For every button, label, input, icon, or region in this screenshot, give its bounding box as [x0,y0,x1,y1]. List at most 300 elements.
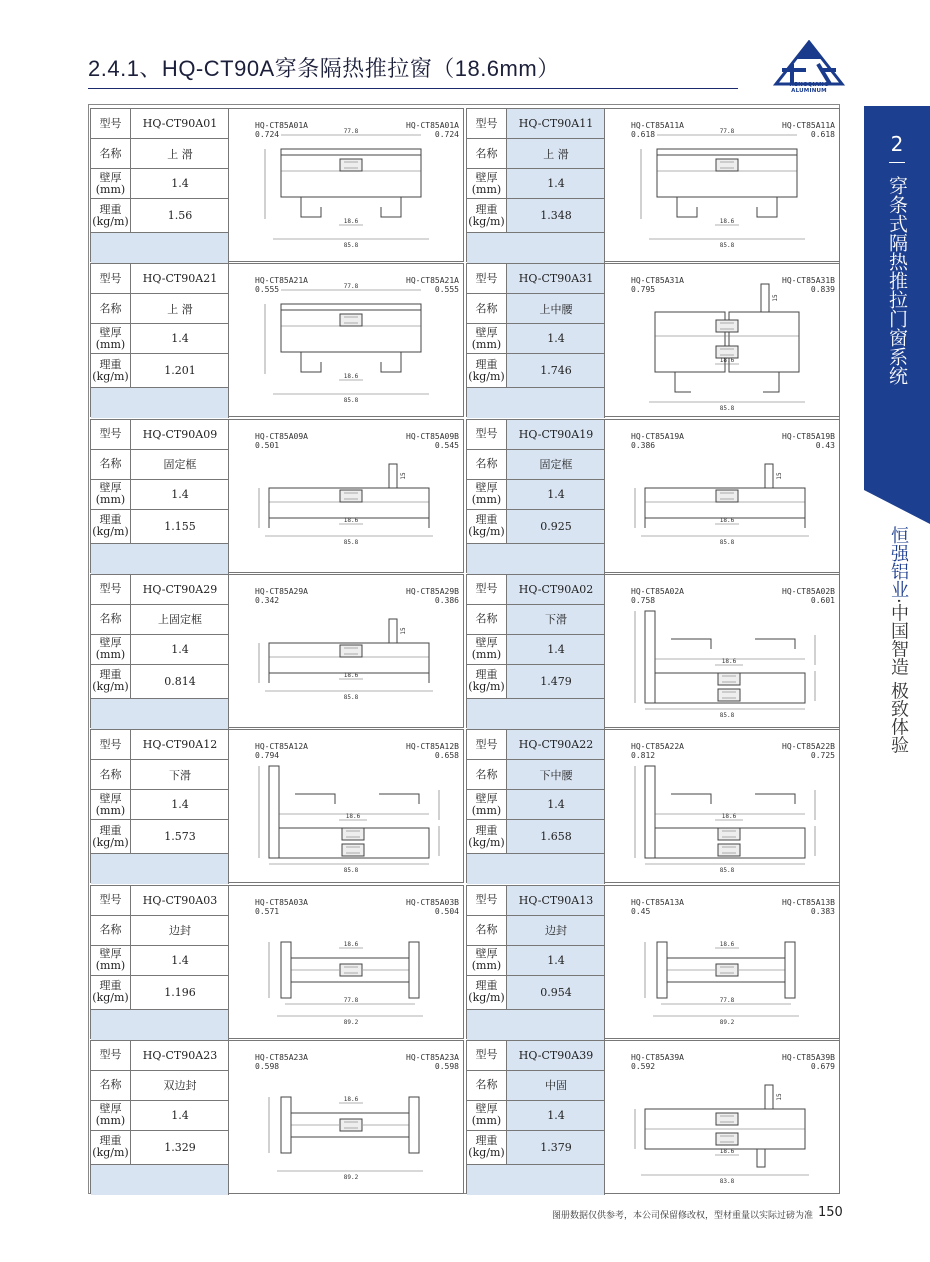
profile-fin [761,284,769,312]
dim-label-strip: 18.6 [343,373,359,381]
profile-card [466,419,840,573]
profile-wall-left [281,1097,291,1153]
spec-label-name: 名称 [91,450,131,479]
profile-hook-left [301,197,321,217]
page-number: 150 [818,1205,843,1220]
logo-text: HENGQIANG ALUMINUM [789,82,829,94]
dim-label-strip: 18.6 [719,516,735,524]
spec-label-weight: 理重 (kg/m) [91,510,131,543]
part-code-left: HQ-CT85A31A 0.795 [631,276,684,295]
spec-label-name: 名称 [467,139,507,168]
spec-table [91,1041,229,1195]
spec-value-weight: 1.658 [507,820,605,853]
part-code-right: HQ-CT85A03B 0.504 [406,897,459,916]
spec-row-thickness [91,635,229,665]
spec-label-thickness: 壁厚 (mm) [467,946,507,975]
spec-row-thickness [467,324,605,354]
thermal-strip [340,645,362,657]
spec-value-weight: 1.155 [164,519,196,533]
dim-label-total: 85.8 [343,538,359,546]
profile-card [90,1040,464,1194]
spec-table [467,730,605,884]
spec-label-thickness: 壁厚 (mm) [467,635,507,664]
spec-value-weight: 1.201 [164,364,196,378]
spec-value-name: 边封 [507,916,605,945]
spec-row-name [467,450,605,480]
spec-value-weight: 1.746 [507,354,605,387]
spec-footer-band [467,388,605,418]
chapter-title: 穿条式隔热推拉门窗系统 [886,176,908,385]
spec-row-thickness [467,635,605,665]
spec-label-model: 型号 [91,730,131,759]
thermal-strip [340,314,362,326]
spec-value-model: HQ-CT90A22 [507,730,605,759]
profile-card [90,419,464,573]
profile-drawing [229,730,465,884]
profile-drawing [605,730,841,884]
profile-hook-left [675,372,691,392]
profile-card [90,729,464,883]
part-code-right: HQ-CT85A13B 0.383 [782,897,835,916]
spec-label-model: 型号 [467,264,507,293]
spec-row-weight [91,199,229,233]
spec-value-model: HQ-CT90A13 [507,886,605,915]
profile-card [90,263,464,417]
spec-value-thickness: 1.4 [171,332,189,346]
dim-label-inner: 77.8 [343,996,359,1004]
spec-value-weight: 0.925 [507,510,605,543]
spec-label-thickness: 壁厚 (mm) [91,635,131,664]
spec-value-model: HQ-CT90A09 [142,427,218,441]
spec-value-weight: 1.479 [507,665,605,698]
part-code-right: HQ-CT85A01A 0.724 [406,121,459,139]
spec-label-weight: 理重 (kg/m) [467,510,507,543]
spec-row-thickness [91,790,229,820]
spec-row-thickness [467,790,605,820]
spec-label-name: 名称 [91,139,131,168]
spec-row-model [91,1041,229,1071]
spec-footer-band [91,1010,229,1040]
spec-row-weight [467,199,605,233]
dim-label-total: 89.2 [343,1018,359,1026]
profile-top-flange [281,304,421,310]
profile-fin-bottom [757,1149,765,1167]
dim-label-strip: 18.6 [721,657,737,665]
spec-footer-band [467,854,605,884]
profile-side-wall [645,611,655,703]
spec-row-weight [91,510,229,544]
part-code-right: HQ-CT85A23A 0.598 [406,1052,459,1071]
profile-drawing [605,575,841,729]
part-code-right: HQ-CT85A21A 0.555 [406,276,459,295]
spec-row-thickness [467,1101,605,1131]
spec-label-thickness: 壁厚 (mm) [91,169,131,198]
spec-footer-band [91,388,229,418]
spec-row-model [91,730,229,760]
dim-label-inner: 77.8 [719,996,735,1004]
brand-dot: · [888,598,909,604]
part-code-left: HQ-CT85A39A 0.592 [631,1052,684,1071]
profile-drawing [229,886,465,1040]
spec-label-name: 名称 [91,294,131,323]
spec-label-model: 型号 [467,1041,507,1070]
spec-row-model [91,264,229,294]
dim-label-top: 77.8 [343,283,359,291]
spec-table [467,886,605,1040]
part-code-left: HQ-CT85A11A 0.618 [631,121,684,139]
spec-row-thickness [91,1101,229,1131]
dim-label-total: 83.8 [719,1177,735,1185]
spec-label-thickness: 壁厚 (mm) [467,480,507,509]
profile-drawing [605,1041,841,1195]
part-code-right: HQ-CT85A02B 0.601 [782,586,835,605]
profile-drawing [229,264,465,418]
profile-wall-right [409,942,419,998]
chapter-number: 2 [890,132,904,156]
profile-fin-top [765,1085,773,1109]
thermal-strip [718,673,740,685]
spec-value-thickness: 1.4 [171,953,189,967]
part-code-left: HQ-CT85A19A 0.386 [631,431,684,450]
spec-row-model [467,575,605,605]
profile-drawing [229,575,465,729]
spec-label-thickness: 壁厚 (mm) [91,946,131,975]
dim-label-total: 85.8 [719,867,735,875]
profile-top-flange [657,149,797,155]
dim-label-strip: 18.6 [719,218,735,225]
dim-label-strip: 18.6 [343,1095,359,1103]
profile-wall-right [785,942,795,998]
dim-label-total: 85.8 [343,242,359,249]
spec-value-name: 上 滑 [167,302,193,316]
dim-label-total: 85.8 [719,711,735,719]
spec-row-model [467,1041,605,1071]
spec-label-thickness: 壁厚 (mm) [91,790,131,819]
spec-label-thickness: 壁厚 (mm) [467,790,507,819]
spec-value-thickness: 1.4 [507,1101,605,1130]
dim-label-strip: 18.6 [343,940,359,948]
spec-footer-band [467,544,605,574]
spec-table [91,575,229,729]
part-code-right: HQ-CT85A39B 0.679 [782,1052,835,1071]
spec-row-name [91,294,229,324]
spec-row-weight [91,820,229,854]
spec-row-weight [467,510,605,544]
profile-drawing [229,1041,465,1195]
spec-row-name [467,916,605,946]
dim-label-fin: 15 [400,471,407,480]
spec-label-model: 型号 [467,420,507,449]
spec-row-thickness [91,480,229,510]
spec-table [467,109,605,263]
spec-value-name: 双边封 [163,1079,197,1093]
profile-card [466,263,840,417]
profile-hook-left [677,197,697,217]
spec-row-thickness [467,169,605,199]
spec-label-name: 名称 [91,916,131,945]
spec-footer-band [91,699,229,729]
spec-row-weight [91,976,229,1010]
spec-table [467,264,605,418]
profile-hook-left [301,352,321,372]
profile-card [466,885,840,1039]
spec-value-name: 上中腰 [507,294,605,323]
dim-label-strip: 18.6 [343,218,359,225]
thermal-strip [342,844,364,856]
profile-fin [389,464,397,488]
spec-value-weight: 1.379 [507,1131,605,1164]
part-code-left: HQ-CT85A29A 0.342 [255,586,308,605]
thermal-strip [718,689,740,701]
spec-label-thickness: 壁厚 (mm) [467,169,507,198]
spec-value-weight: 1.329 [164,1140,196,1154]
profile-hook-right [381,197,401,217]
spec-label-model: 型号 [467,109,507,138]
spec-row-weight [91,354,229,388]
spec-value-weight: 1.348 [507,199,605,232]
spec-table [91,420,229,574]
spec-value-thickness: 1.4 [171,642,189,656]
spec-footer-band [467,233,605,263]
spec-value-thickness: 1.4 [171,177,189,190]
spec-value-model: HQ-CT90A29 [142,582,218,596]
part-code-left: HQ-CT85A23A 0.598 [255,1052,308,1071]
dim-label-total: 89.2 [343,1173,359,1181]
spec-label-model: 型号 [91,1041,131,1070]
spec-value-model: HQ-CT90A11 [507,109,605,138]
spec-label-weight: 理重 (kg/m) [467,354,507,387]
part-code-left: HQ-CT85A09A 0.501 [255,431,308,450]
spec-row-model [467,420,605,450]
spec-value-weight: 1.196 [164,985,196,999]
spec-value-name: 下滑 [507,605,605,634]
dim-label-total: 85.8 [719,538,735,546]
spec-value-thickness: 1.4 [507,169,605,198]
brand-slogan-text: 中国智造 极致体验 [888,603,909,754]
profile-card [90,574,464,728]
part-code-left: HQ-CT85A03A 0.571 [255,897,308,916]
spec-footer-band [91,233,229,263]
spec-value-model: HQ-CT90A02 [507,575,605,604]
thermal-strip [718,844,740,856]
profile-card [466,108,840,262]
spec-table [91,886,229,1040]
spec-table [467,1041,605,1195]
dim-label-fin: 15 [776,1093,783,1101]
spec-label-weight: 理重 (kg/m) [91,976,131,1009]
spec-label-name: 名称 [467,760,507,789]
profile-body-left [655,312,725,372]
spec-row-model [467,109,605,139]
thermal-strip [342,828,364,840]
profile-rails [295,794,419,804]
spec-row-name [91,450,229,480]
spec-row-name [467,139,605,169]
spec-row-name [91,605,229,635]
spec-label-name: 名称 [467,605,507,634]
dim-label-fin: 15 [776,471,783,480]
thermal-strip [716,159,738,171]
spec-row-weight [467,354,605,388]
dim-label-total: 85.8 [343,867,359,875]
profile-drawing [605,264,841,418]
profile-card [90,108,464,262]
spec-footer-band [467,1010,605,1040]
spec-value-model: HQ-CT90A31 [507,264,605,293]
spec-row-model [467,730,605,760]
profile-drawing [605,886,841,1040]
thermal-strip [340,964,362,976]
spec-value-model: HQ-CT90A03 [142,893,218,907]
spec-label-thickness: 壁厚 (mm) [467,1101,507,1130]
spec-footer-band [91,544,229,574]
part-code-left: HQ-CT85A21A 0.555 [255,276,308,295]
profile-hook-right [763,372,779,392]
spec-row-name [91,760,229,790]
spec-label-name: 名称 [467,1071,507,1100]
spec-row-name [91,1071,229,1101]
spec-row-model [91,420,229,450]
spec-row-model [91,109,229,139]
spec-table [467,575,605,729]
dim-label-strip: 18.6 [343,516,359,524]
spec-value-name: 固定框 [163,458,197,472]
spec-label-model: 型号 [91,575,131,604]
spec-value-name: 上 滑 [507,139,605,168]
spec-row-model [467,886,605,916]
part-code-right: HQ-CT85A09B 0.545 [406,431,459,450]
spec-label-weight: 理重 (kg/m) [91,1131,131,1164]
spec-row-weight [467,665,605,699]
spec-value-model: HQ-CT90A01 [142,117,218,130]
part-code-right: HQ-CT85A29B 0.386 [406,586,459,605]
spec-value-thickness: 1.4 [507,480,605,509]
dim-label-strip: 18.6 [719,357,735,365]
part-code-right: HQ-CT85A31B 0.839 [782,276,835,295]
profile-card [466,574,840,728]
spec-value-weight: 0.954 [507,976,605,1009]
profile-top-flange [281,149,421,155]
spec-table [91,730,229,884]
profile-wall-right [409,1097,419,1153]
dim-label-strip: 18.6 [721,813,737,821]
spec-label-weight: 理重 (kg/m) [467,820,507,853]
spec-value-weight: 1.573 [164,830,196,844]
profile-fin [765,464,773,488]
spec-label-model: 型号 [91,109,131,138]
spec-label-weight: 理重 (kg/m) [467,976,507,1009]
spec-value-model: HQ-CT90A21 [142,272,218,286]
chapter-divider [889,162,905,163]
spec-label-model: 型号 [467,886,507,915]
spec-footer-band [467,1165,605,1195]
spec-value-thickness: 1.4 [171,487,189,501]
profile-drawing [229,109,465,263]
spec-table [91,264,229,418]
spec-row-thickness [91,324,229,354]
thermal-strip [340,1119,362,1131]
spec-label-thickness: 壁厚 (mm) [91,480,131,509]
profile-wall-left [657,942,667,998]
dim-label-total: 85.8 [343,397,359,405]
thermal-strip [340,159,362,171]
spec-label-thickness: 壁厚 (mm) [91,1101,131,1130]
spec-table [467,420,605,574]
profile-fin [389,619,397,643]
thermal-strip [718,828,740,840]
spec-value-model: HQ-CT90A12 [142,738,218,752]
spec-row-thickness [467,480,605,510]
dim-label-fin: 15 [772,294,779,302]
profile-card [466,729,840,883]
profile-card [90,885,464,1039]
spec-label-model: 型号 [467,730,507,759]
thermal-strip [716,1133,738,1145]
thermal-strip [340,490,362,502]
spec-row-name [467,1071,605,1101]
spec-label-weight: 理重 (kg/m) [91,199,131,232]
part-code-right: HQ-CT85A22B 0.725 [782,742,835,761]
spec-label-name: 名称 [91,760,131,789]
spec-label-thickness: 壁厚 (mm) [467,324,507,353]
spec-label-name: 名称 [467,916,507,945]
spec-row-name [467,760,605,790]
spec-row-weight [91,1131,229,1165]
spec-value-name: 固定框 [507,450,605,479]
dim-label-strip: 18.6 [719,1147,735,1155]
spec-row-thickness [91,169,229,199]
spec-footer-band [91,1165,229,1195]
thermal-strip [716,1113,738,1125]
spec-value-model: HQ-CT90A39 [507,1041,605,1070]
profile-rails [671,794,795,804]
spec-value-thickness: 1.4 [507,790,605,819]
dim-label-strip: 18.6 [343,671,359,679]
thermal-strip [716,490,738,502]
spec-label-model: 型号 [91,886,131,915]
spec-label-model: 型号 [91,420,131,449]
spec-row-weight [91,665,229,699]
profile-wall-left [281,942,291,998]
profile-drawing [229,420,465,574]
part-code-right: HQ-CT85A11A 0.618 [782,121,835,139]
footer-note: 图册数据仅供参考，本公司保留修改权，型材重量以实际过磅为准 [552,1211,814,1221]
profile-body-right [729,312,799,372]
spec-row-name [91,139,229,169]
part-code-right: HQ-CT85A12B 0.658 [406,742,459,761]
spec-row-weight [467,1131,605,1165]
spec-row-thickness [91,946,229,976]
spec-value-weight: 1.56 [167,209,193,222]
spec-value-weight: 0.814 [164,674,196,688]
spec-label-name: 名称 [91,605,131,634]
spec-footer-band [91,854,229,884]
spec-row-name [467,294,605,324]
profile-side-wall [269,766,279,858]
spec-value-thickness: 1.4 [171,798,189,812]
spec-row-weight [467,820,605,854]
dim-label-total: 85.8 [719,242,735,249]
spec-value-name: 中固 [507,1071,605,1100]
spec-label-weight: 理重 (kg/m) [91,820,131,853]
brand-slogan [885,526,909,753]
profile-rails [671,639,795,649]
spec-label-weight: 理重 (kg/m) [91,354,131,387]
spec-value-model: HQ-CT90A19 [507,420,605,449]
spec-value-name: 下中腰 [507,760,605,789]
spec-value-thickness: 1.4 [507,635,605,664]
spec-label-weight: 理重 (kg/m) [467,1131,507,1164]
